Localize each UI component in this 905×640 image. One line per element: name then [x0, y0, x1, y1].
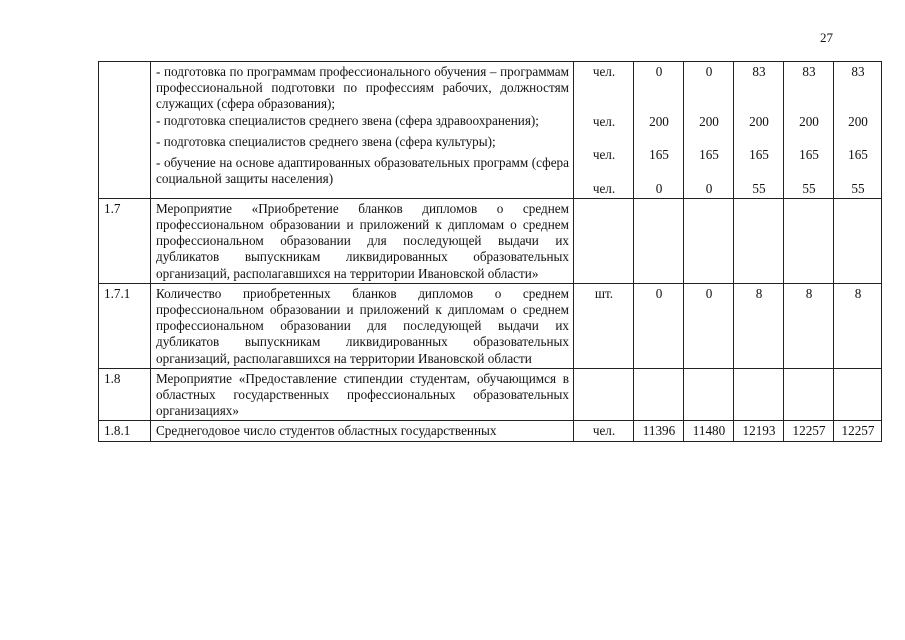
unit-cell: [574, 198, 634, 283]
list-item: - подготовка специалистов среднего звена (сфера культуры);: [156, 133, 496, 149]
value: 165: [848, 147, 868, 163]
row-text: Среднегодовое число студентов областных государственных: [156, 423, 497, 439]
list-item: - обучение на основе адаптированных образовательных программ (сфера социальной защиты населения): [156, 155, 569, 187]
value: 55: [802, 180, 816, 196]
row-text: Мероприятие «Предоставление стипендии студентам, обучающимся в областных государственных профессиональных образовательных организациях»: [156, 370, 569, 419]
row-number: 1.8.1: [99, 421, 151, 441]
table-row: [99, 283, 882, 368]
table-row: [99, 421, 882, 441]
value-cell: 8: [784, 283, 834, 368]
row-number: [99, 62, 151, 199]
value: 0: [655, 180, 663, 196]
unit-label: чел.: [592, 180, 616, 196]
list-item: - подготовка по программам профессионального обучения – программам профессиональной подготовки по профессиям рабочих, должностям служащих (сфера образования);: [156, 64, 569, 112]
value-cell: 11480: [684, 421, 734, 441]
value-cell: [684, 62, 734, 199]
unit-cell: шт.: [574, 283, 634, 368]
value-cell: [634, 368, 684, 421]
unit-label: чел.: [592, 64, 616, 79]
value-cell: 0: [634, 283, 684, 368]
value-cell: [734, 368, 784, 421]
table-row: [99, 62, 882, 199]
value: 83: [752, 64, 766, 79]
value: 165: [749, 147, 769, 163]
value-cell: 12257: [834, 421, 882, 441]
value: 55: [851, 180, 865, 196]
value-cell: [834, 198, 882, 283]
unit-cell: [574, 368, 634, 421]
value-cell: [834, 62, 882, 199]
value: 83: [851, 64, 865, 79]
row-description: [151, 198, 574, 283]
value: 55: [752, 180, 766, 196]
value: 83: [802, 64, 816, 79]
row-number: 1.8: [99, 368, 151, 421]
value-cell: 12193: [734, 421, 784, 441]
value: 200: [649, 114, 669, 130]
value-cell: [734, 62, 784, 199]
value-cell: [634, 198, 684, 283]
row-description: [151, 368, 574, 421]
unit-cell: чел.: [574, 421, 634, 441]
value-cell: [834, 368, 882, 421]
value-cell: 0: [684, 283, 734, 368]
table-row: [99, 198, 882, 283]
value: 200: [749, 114, 769, 130]
value: 165: [699, 147, 719, 163]
value-cell: [784, 368, 834, 421]
value-cell: [784, 198, 834, 283]
unit-label: чел.: [592, 147, 616, 163]
value: 200: [848, 114, 868, 130]
list-item: - подготовка специалистов среднего звена (сфера здравоохранения);: [156, 112, 539, 128]
value: 200: [699, 114, 719, 130]
value-cell: 8: [834, 283, 882, 368]
row-description: [151, 62, 574, 199]
value: 200: [799, 114, 819, 130]
row-text: Мероприятие «Приобретение бланков дипломов о среднем профессиональном образовании и приложений к дипломам о среднем профессиональном образовании для последующей выдачи их дубликатов выпускникам ликвидированных образовательных организаций, располагавшихся на территории Ивановской области»: [156, 200, 569, 281]
row-description: [151, 421, 574, 441]
value-cell: [634, 62, 684, 199]
value-cell: [684, 368, 734, 421]
row-number: 1.7: [99, 198, 151, 283]
row-description: [151, 283, 574, 368]
value: 0: [705, 180, 713, 196]
value: 0: [705, 64, 713, 79]
value-cell: [734, 198, 784, 283]
value: 165: [649, 147, 669, 163]
value-cell: 12257: [784, 421, 834, 441]
value-cell: 8: [734, 283, 784, 368]
row-number: 1.7.1: [99, 283, 151, 368]
unit-label: чел.: [592, 114, 616, 130]
value-cell: [784, 62, 834, 199]
row-text: Количество приобретенных бланков дипломов о среднем профессиональном образовании и приложений к дипломам о среднем профессиональном образовании для последующей выдачи их дубликатов выпускникам ликвидированных образовательных организаций, располагавшихся на территории Ивановской области: [156, 285, 569, 366]
table-row: [99, 368, 882, 421]
page-number: 27: [820, 30, 833, 45]
indicators-table: [98, 61, 882, 442]
value: 0: [655, 64, 663, 79]
value-cell: [684, 198, 734, 283]
unit-cell: [574, 62, 634, 199]
value: 165: [799, 147, 819, 163]
value-cell: 11396: [634, 421, 684, 441]
